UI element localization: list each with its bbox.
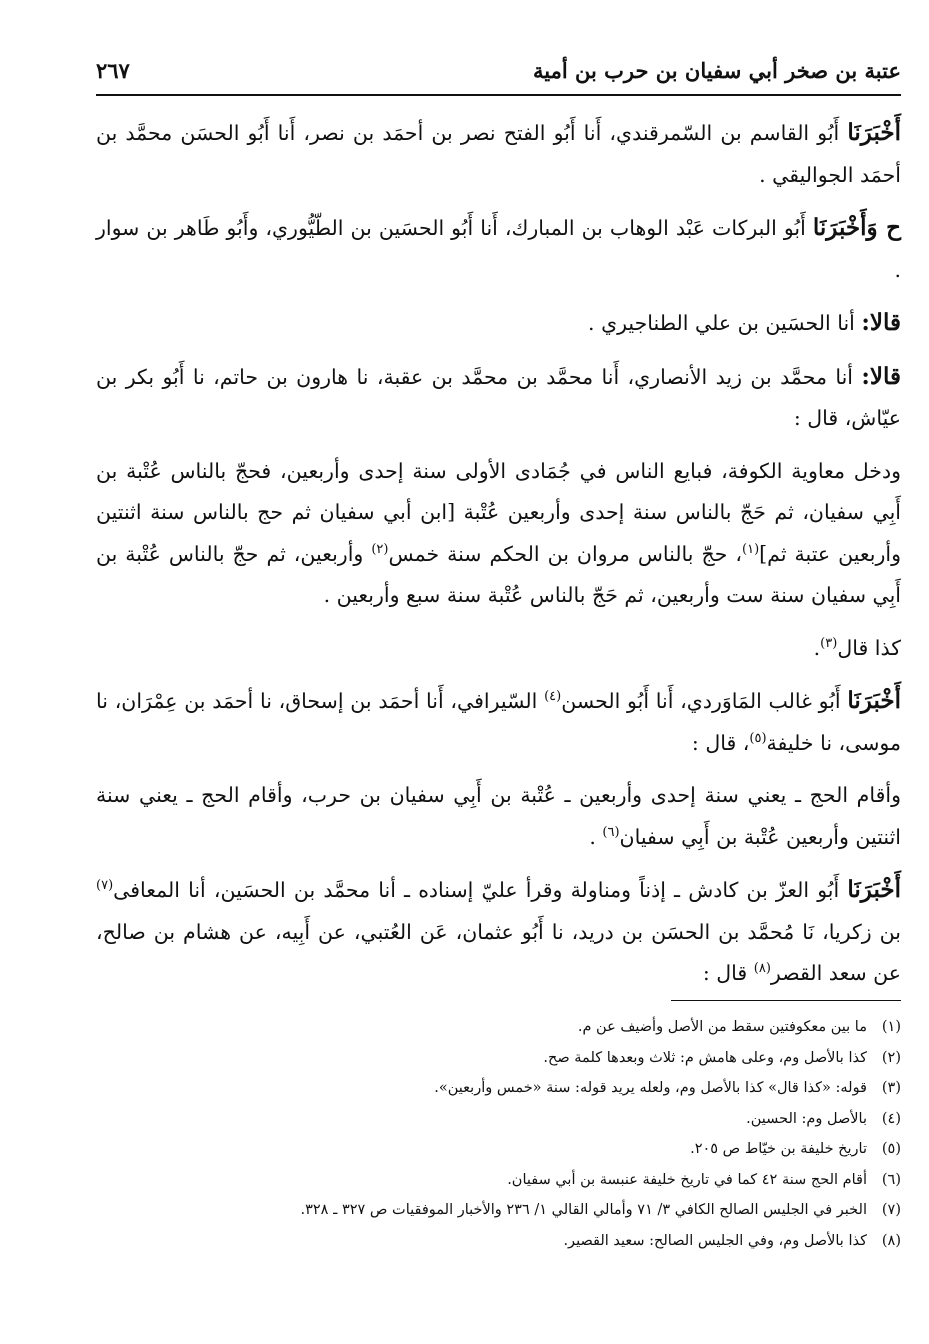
paragraph-text: ودخل معاوية الكوفة، فبايع الناس في جُمَادى الأولى سنة إحدى وأربعين، فحجّ بالناس عُتْبة بن أَبِي سفيان، ثم حَجّ بالناس سنة إحدى وأربعين عُتْبة [ابن أبي سفيان ثم حج بالناس سنة اثنتين وأربعين عتبة ثم] [96,458,901,566]
paragraph-8 [96,775,901,858]
footnote-separator [671,1000,901,1001]
footnote-number: (٨) [881,1232,901,1249]
paragraph-9 [96,869,901,995]
footnote-text: الخبر في الجليس الصالح الكافي ٣/ ٧١ وأمالي القالي ١/ ٢٣٦ والأخبار الموفقيات ص ٣٢٧ ـ ٣٢٨. [300,1202,867,1218]
paragraph-text: أنا الحسَين بن علي الطناجيري . [588,311,862,335]
keyword: أَخْبَرَنَا [847,119,901,146]
paragraph-text: أَبُو العزّ بن كادش ـ إذناً ومناولة وقرأ عليّ إسناده ـ أنا محمَّد بن الحسَين، أنا المعافى [113,878,848,902]
footnote [96,1165,901,1196]
paragraph-7 [96,680,901,764]
footnote-ref[interactable]: (٢) [371,541,389,557]
paragraph-1 [96,112,901,196]
footnote-ref[interactable]: (١) [742,541,760,557]
footnote-text: أقام الحج سنة ٤٢ كما في تاريخ خليفة عنبسة بن أبي سفيان. [507,1171,867,1188]
footnote-number: (٥) [881,1141,901,1157]
page-number: ٢٦٧ [96,58,130,83]
footnote-number: (٤) [881,1110,901,1127]
keyword: قالا: [861,362,901,390]
footnote [96,1043,901,1074]
keyword: قالا: [861,309,901,336]
footnote [96,1012,901,1043]
footnote-number: (١) [881,1019,901,1035]
footnote-ref[interactable]: (٣) [820,635,838,651]
footnote [96,1134,901,1165]
paragraph-text: السّيرافي، أَنا أحمَد بن إسحاق، نا أحمَد بن عِمْرَان، نا موسى، نا خليفة [96,689,901,755]
footnote-number: (٧) [881,1202,901,1218]
keyword: أَخْبَرَنَا [847,687,901,714]
footnote [96,1073,901,1104]
main-text [96,112,901,1006]
paragraph-text: وأقام الحج ـ يعني سنة إحدى وأربعين ـ عُتْبة بن أَبِي سفيان بن حرب، وأقام الحج ـ يعني سنة اثنتين وأربعين عُتْبة بن أَبِي سفيان [96,783,901,849]
paragraph-text: كذا قال [837,635,901,660]
footnote [96,1226,901,1257]
footnote-text: تاريخ خليفة بن خيّاط ص ٢٠٥. [690,1141,867,1157]
footnote-ref[interactable]: (٥) [749,730,767,746]
footnote-ref[interactable]: (٧) [96,878,114,894]
paragraph-text: أَبُو القاسم بن السّمرقندي، أَنا أَبُو الفتح نصر بن أحمَد بن نصر، أَنا أَبُو الحسَن محمَّد بن أحمَد الجواليقي . [96,121,901,187]
paragraph-text: أَبُو غالب المَاوَردي، أَنا أَبُو الحسن [561,689,848,713]
footnote-ref[interactable]: (٤) [544,689,562,705]
footnote-text: بالأصل وم: الحسين. [746,1110,867,1127]
paragraph-2 [96,207,901,291]
footnote-ref[interactable]: (٨) [753,961,771,977]
paragraph-6 [96,628,901,670]
running-header [96,58,901,96]
paragraph-text: . [589,824,603,849]
header-title: عتبة بن صخر أبي سفيان بن حرب بن أمية [533,58,901,83]
paragraph-text: ، قال : [691,730,750,755]
footnote-text: قوله: «كذا قال» كذا بالأصل وم، ولعله يريد قوله: سنة «خمس وأربعين». [434,1080,867,1096]
keyword: ح وَأَخْبَرَنَا [812,214,902,241]
paragraph-3 [96,302,901,345]
keyword: أَخْبَرَنَا [847,876,901,903]
footnote-number: (٣) [881,1080,901,1096]
paragraph-text: أَبُو البركات عَبْد الوهاب بن المبارك، أَنا أَبُو الحسَين بن الطّيُّوري، وأَبُو طَاهر بن سوار . [96,216,901,282]
paragraph-text: أنا محمَّد بن زيد الأنصاري، أَنا محمَّد بن محمَّد بن عقبة، نا هارون بن حاتم، نا أَبُو بكر بن عيّاش، قال : [96,364,901,430]
footnote-number: (٦) [881,1171,901,1188]
paragraph-text: وأربعين، ثم حجّ بالناس عُتْبة بن أَبِي سفيان سنة ست وأربعين، ثم حَجّ بالناس عُتْبة سنة سبع وأربعين . [96,541,901,607]
footnotes [96,1012,901,1256]
footnote-text: ما بين معكوفتين سقط من الأصل وأضيف عن م. [577,1019,867,1035]
footnote [96,1104,901,1135]
paragraph-text: بن زكريا، نَا مُحمَّد بن الحسَن بن دريد، نا أَبُو عثمان، عَن العُتبي، عن أَبِيه، عن هشام بن صالح، عن سعد القصر [96,919,901,985]
paragraph-text: ، حجّ بالناس مروان بن الحكم سنة خمس [388,541,743,566]
footnote-text: كذا بالأصل وم، وعلى هامش م: ثلاث وبعدها كلمة صح. [543,1049,867,1066]
footnote-ref[interactable]: (٦) [602,824,620,840]
footnote [96,1195,901,1226]
footnote-text: كذا بالأصل وم، وفي الجليس الصالح: سعيد القصير. [563,1232,867,1249]
paragraph-4 [96,356,901,440]
paragraph-5 [96,451,901,617]
paragraph-text: قال : [702,961,754,985]
paragraph-text: . [813,635,821,660]
footnote-number: (٢) [881,1049,901,1066]
